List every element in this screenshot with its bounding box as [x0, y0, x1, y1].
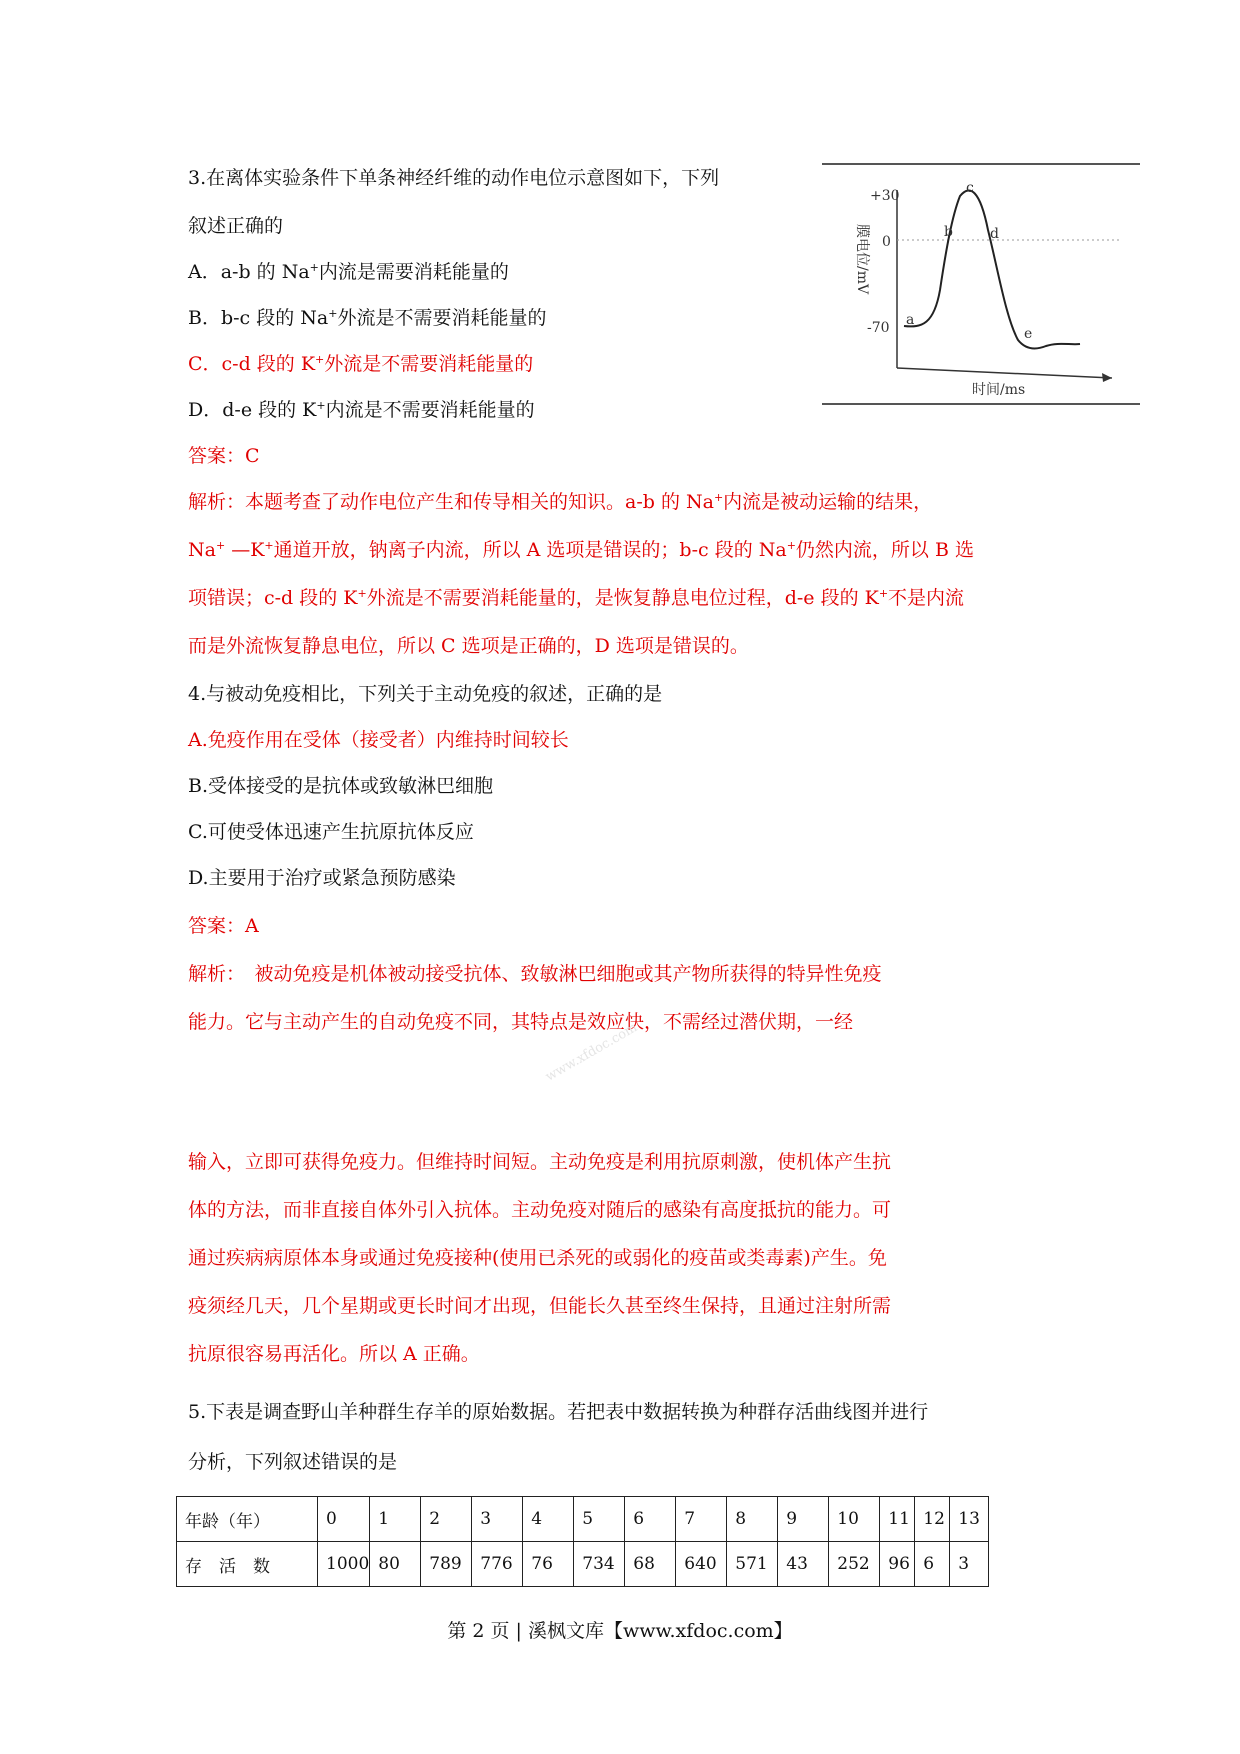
action-potential-curve [904, 190, 1080, 348]
q3-option-b [188, 306, 546, 330]
superscript: + [328, 307, 338, 320]
survivor-cell: 640 [676, 1542, 727, 1587]
text: 内流是被动运输的结果， [723, 491, 933, 513]
age-cell: 10 [829, 1497, 880, 1542]
survivor-cell: 1000 [318, 1542, 370, 1587]
action-potential-figure [822, 160, 1140, 408]
age-cell: 0 [318, 1497, 370, 1542]
text: A．a-b 的 Na [188, 261, 310, 283]
q4-explanation-line1: 解析： 被动免疫是机体被动接受抗体、致敏淋巴细胞或其产物所获得的特异性免疫 [188, 963, 882, 985]
text: 不是内流 [888, 587, 965, 609]
q3-explanation-line4: 而是外流恢复静息电位，所以 C 选项是正确的，D 选项是错误的。 [188, 635, 749, 657]
text: D．d-e 段的 K [188, 399, 317, 421]
q4-option-b: B.受体接受的是抗体或致敏淋巴细胞 [188, 775, 494, 797]
q3-stem-line1: 3.在离体实验条件下单条神经纤维的动作电位示意图如下，下列 [188, 167, 720, 189]
y-axis-label: 膜电位/mV [854, 224, 870, 295]
survivor-cell: 789 [421, 1542, 472, 1587]
superscript: + [215, 539, 226, 552]
q4-option-d: D.主要用于治疗或紧急预防感染 [188, 867, 456, 889]
survivor-cell: 76 [523, 1542, 574, 1587]
q4-answer: 答案：A [188, 915, 259, 937]
survivor-cell: 734 [574, 1542, 625, 1587]
q3-answer: 答案：C [188, 445, 260, 467]
text: 内流是需要消耗能量的 [318, 261, 509, 283]
row-label-age: 年龄（年） [177, 1497, 318, 1542]
survivor-cell: 252 [829, 1542, 880, 1587]
text: 内流是不需要消耗能量的 [325, 399, 535, 421]
q3-option-c [188, 352, 533, 376]
q3-explanation-line2 [188, 538, 974, 562]
q4-option-c: C.可使受体迅速产生抗原抗体反应 [188, 821, 474, 843]
tick-label-minus70: -70 [867, 320, 890, 336]
superscript: + [316, 399, 326, 412]
q4-explanation-line2: 能力。它与主动产生的自动免疫不同，其特点是效应快，不需经过潜伏期，一经 [188, 1011, 854, 1033]
point-label-c: c [966, 180, 974, 196]
survivor-cell: 776 [472, 1542, 523, 1587]
survivor-cell: 80 [370, 1542, 421, 1587]
age-cell: 4 [523, 1497, 574, 1542]
superscript: + [786, 539, 796, 552]
age-cell: 1 [370, 1497, 421, 1542]
q4-option-a: A.免疫作用在受体（接受者）内维持时间较长 [188, 729, 569, 751]
tick-label-30: +30 [870, 188, 900, 204]
q4-explanation-line7: 抗原很容易再活化。所以 A 正确。 [188, 1343, 480, 1365]
superscript: + [309, 261, 319, 274]
age-cell: 9 [778, 1497, 829, 1542]
survival-table [176, 1496, 989, 1587]
tick-label-0: 0 [882, 234, 891, 250]
page-footer: 第 2 页 | 溪枫文库【www.xfdoc.com】 [447, 1620, 793, 1642]
q3-explanation-line1 [188, 490, 932, 514]
age-cell: 6 [625, 1497, 676, 1542]
x-axis-label: 时间/ms [972, 382, 1026, 398]
q4-explanation-line5: 通过疾病病原体本身或通过免疫接种(使用已杀死的或弱化的疫苗或类毒素)产生。免 [188, 1247, 887, 1269]
q5-stem-line2: 分析，下列叙述错误的是 [188, 1451, 398, 1473]
superscript: + [713, 491, 724, 504]
q4-explanation-line4: 体的方法，而非直接自体外引入抗体。主动免疫对随后的感染有高度抵抗的能力。可 [188, 1199, 892, 1221]
table-row-survivors [177, 1542, 989, 1587]
age-cell: 7 [676, 1497, 727, 1542]
row-label-survivors: 存 活 数 [177, 1542, 318, 1587]
text: 项错误；c-d 段的 K [188, 587, 358, 609]
age-cell: 2 [421, 1497, 472, 1542]
q4-explanation-line3: 输入，立即可获得免疫力。但维持时间短。主动免疫是利用抗原刺激，使机体产生抗 [188, 1151, 892, 1173]
text: Na [188, 539, 216, 561]
point-label-d: d [990, 226, 999, 242]
survivor-cell: 96 [880, 1542, 915, 1587]
survivor-cell: 68 [625, 1542, 676, 1587]
q4-explanation-line6: 疫须经几天，几个星期或更长时间才出现，但能长久甚至终生保持，且通过注射所需 [188, 1295, 892, 1317]
q3-option-d [188, 398, 535, 422]
superscript: + [878, 587, 889, 600]
x-axis [897, 368, 1112, 378]
text: 外流是不需要消耗能量的 [337, 307, 547, 329]
point-label-e: e [1024, 326, 1033, 342]
text: C．c-d 段的 K [188, 353, 316, 375]
superscript: + [315, 353, 325, 366]
superscript: + [264, 539, 274, 552]
text: 解析：本题考查了动作电位产生和传导相关的知识。a-b 的 Na [188, 491, 714, 513]
x-axis-arrow [1102, 373, 1112, 382]
point-label-a: a [906, 312, 915, 328]
survivor-cell: 6 [915, 1542, 950, 1587]
q4-stem: 4.与被动免疫相比，下列关于主动免疫的叙述，正确的是 [188, 683, 663, 705]
survivor-cell: 3 [950, 1542, 989, 1587]
text: 仍然内流，所以 B 选 [795, 539, 974, 561]
text: —K [225, 539, 265, 561]
text: B．b-c 段的 Na [188, 307, 329, 329]
age-cell: 3 [472, 1497, 523, 1542]
q3-stem-line2: 叙述正确的 [188, 215, 284, 237]
age-cell: 12 [915, 1497, 950, 1542]
point-label-b: b [944, 224, 953, 240]
age-cell: 13 [950, 1497, 989, 1542]
age-cell: 11 [880, 1497, 915, 1542]
q3-explanation-line3 [188, 586, 964, 610]
survivor-cell: 571 [727, 1542, 778, 1587]
watermark: www.xfdoc.com [543, 1020, 640, 1085]
table-row-age [177, 1497, 989, 1542]
text: 通道开放，钠离子内流，所以 A 选项是错误的；b-c 段的 Na [273, 539, 787, 561]
q5-stem-line1: 5.下表是调查野山羊种群生存羊的原始数据。若把表中数据转换为种群存活曲线图并进行 [188, 1401, 929, 1423]
survivor-cell: 43 [778, 1542, 829, 1587]
age-cell: 5 [574, 1497, 625, 1542]
age-cell: 8 [727, 1497, 778, 1542]
action-potential-svg [822, 160, 1140, 408]
text: 外流是不需要消耗能量的 [324, 353, 534, 375]
superscript: + [357, 587, 367, 600]
q3-option-a [188, 260, 509, 284]
text: 外流是不需要消耗能量的，是恢复静息电位过程，d-e 段的 K [366, 587, 879, 609]
